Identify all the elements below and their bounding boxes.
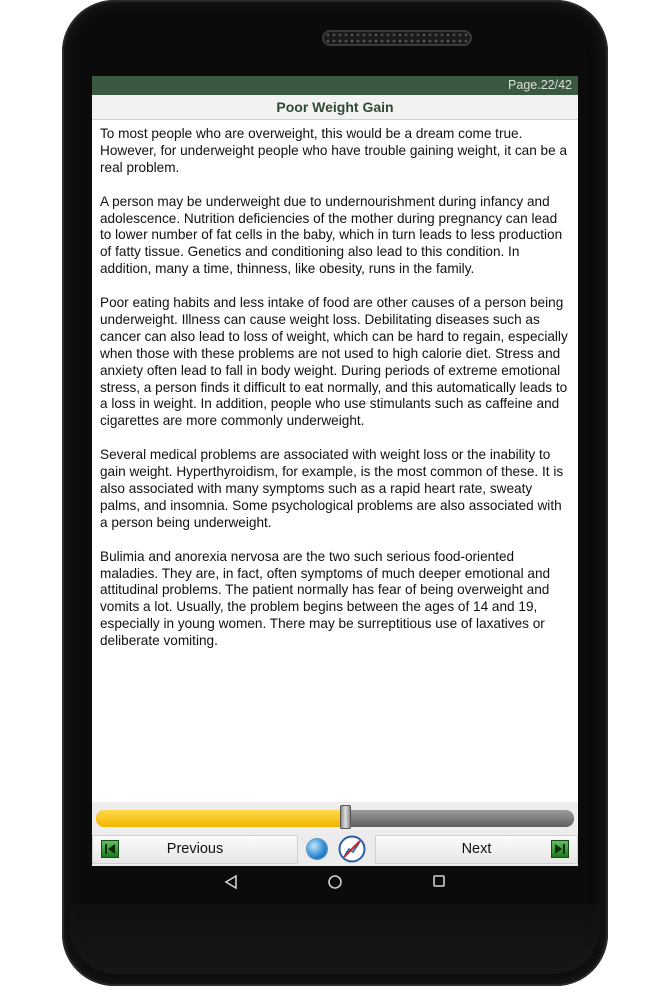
speaker-grille	[322, 30, 472, 46]
globe-icon[interactable]	[307, 839, 327, 859]
page-slider[interactable]	[92, 802, 578, 832]
home-icon[interactable]	[327, 874, 343, 895]
slider-track[interactable]	[96, 810, 574, 827]
chart-icon[interactable]	[338, 835, 366, 863]
app-screen	[92, 76, 578, 866]
page-indicator: Page.22/42	[508, 78, 572, 92]
next-arrow-icon	[551, 840, 569, 858]
article-paragraph: A person may be underweight due to undernourishment during infancy and adolescence. Nutrition deficiencies of the mother during pregnancy can lead to lower number of fat cells in the baby, which in turn leads to less production of fatty tissue. Genetics and conditioning also lead to this condition. In addition, many a time, thinness, like obesity, runs in the family.	[100, 193, 563, 277]
page-title: Poor Weight Gain	[276, 99, 394, 115]
article-paragraph: To most people who are overweight, this would be a dream come true. However, for underweight people who have trouble gaining weight, it can be a real problem.	[100, 126, 568, 175]
back-icon[interactable]	[224, 874, 238, 895]
article-paragraph: Poor eating habits and less intake of food are other causes of a person being underweight. Illness can cause weight loss. Debilitating diseases such as cancer can also lead to loss of weight, which can be hard to regain, especially when those with these problems are not used to high calorie diet. Stress and anxiety often lead to fall in body weight. During periods of extreme emotional stress, a person finds it difficult to eat normally, and this automatically leads to a loss in weight. In addition, people who use stimulants such as caffeine and cigarettes are more commonly underweight.	[100, 295, 568, 429]
page-indicator-bar	[92, 76, 578, 95]
previous-button[interactable]	[92, 835, 298, 864]
recents-icon[interactable]	[432, 874, 446, 893]
navigation-bar	[92, 832, 578, 866]
system-navigation-bar	[92, 874, 578, 900]
next-button[interactable]	[375, 835, 578, 864]
next-label: Next	[461, 841, 492, 857]
article-paragraph: Bulimia and anorexia nervosa are the two such serious food-oriented maladies. They are, in fact, often symptoms of much deeper emotional and attitudinal problems. The patient normally has fear of being overweight and vomits a lot. Usually, the problem begins between the ages of 14 and 19, especially in young women. There may be surreptitious use of laxatives or deliberate vomiting.	[100, 548, 551, 649]
previous-label: Previous	[166, 841, 224, 857]
slider-thumb[interactable]	[340, 805, 351, 829]
slider-fill	[96, 810, 345, 827]
previous-arrow-icon	[101, 840, 119, 858]
article-paragraph: Several medical problems are associated with weight loss or the inability to gain weight. Hyperthyroidism, for example, is the most common of these. It is also associated with many symptoms such as a rapid heart rate, sweaty palms, and insomnia. Some psychological problems are also associated with a person being underweight.	[100, 447, 564, 530]
article-content[interactable]	[92, 120, 578, 802]
title-bar	[92, 95, 578, 120]
